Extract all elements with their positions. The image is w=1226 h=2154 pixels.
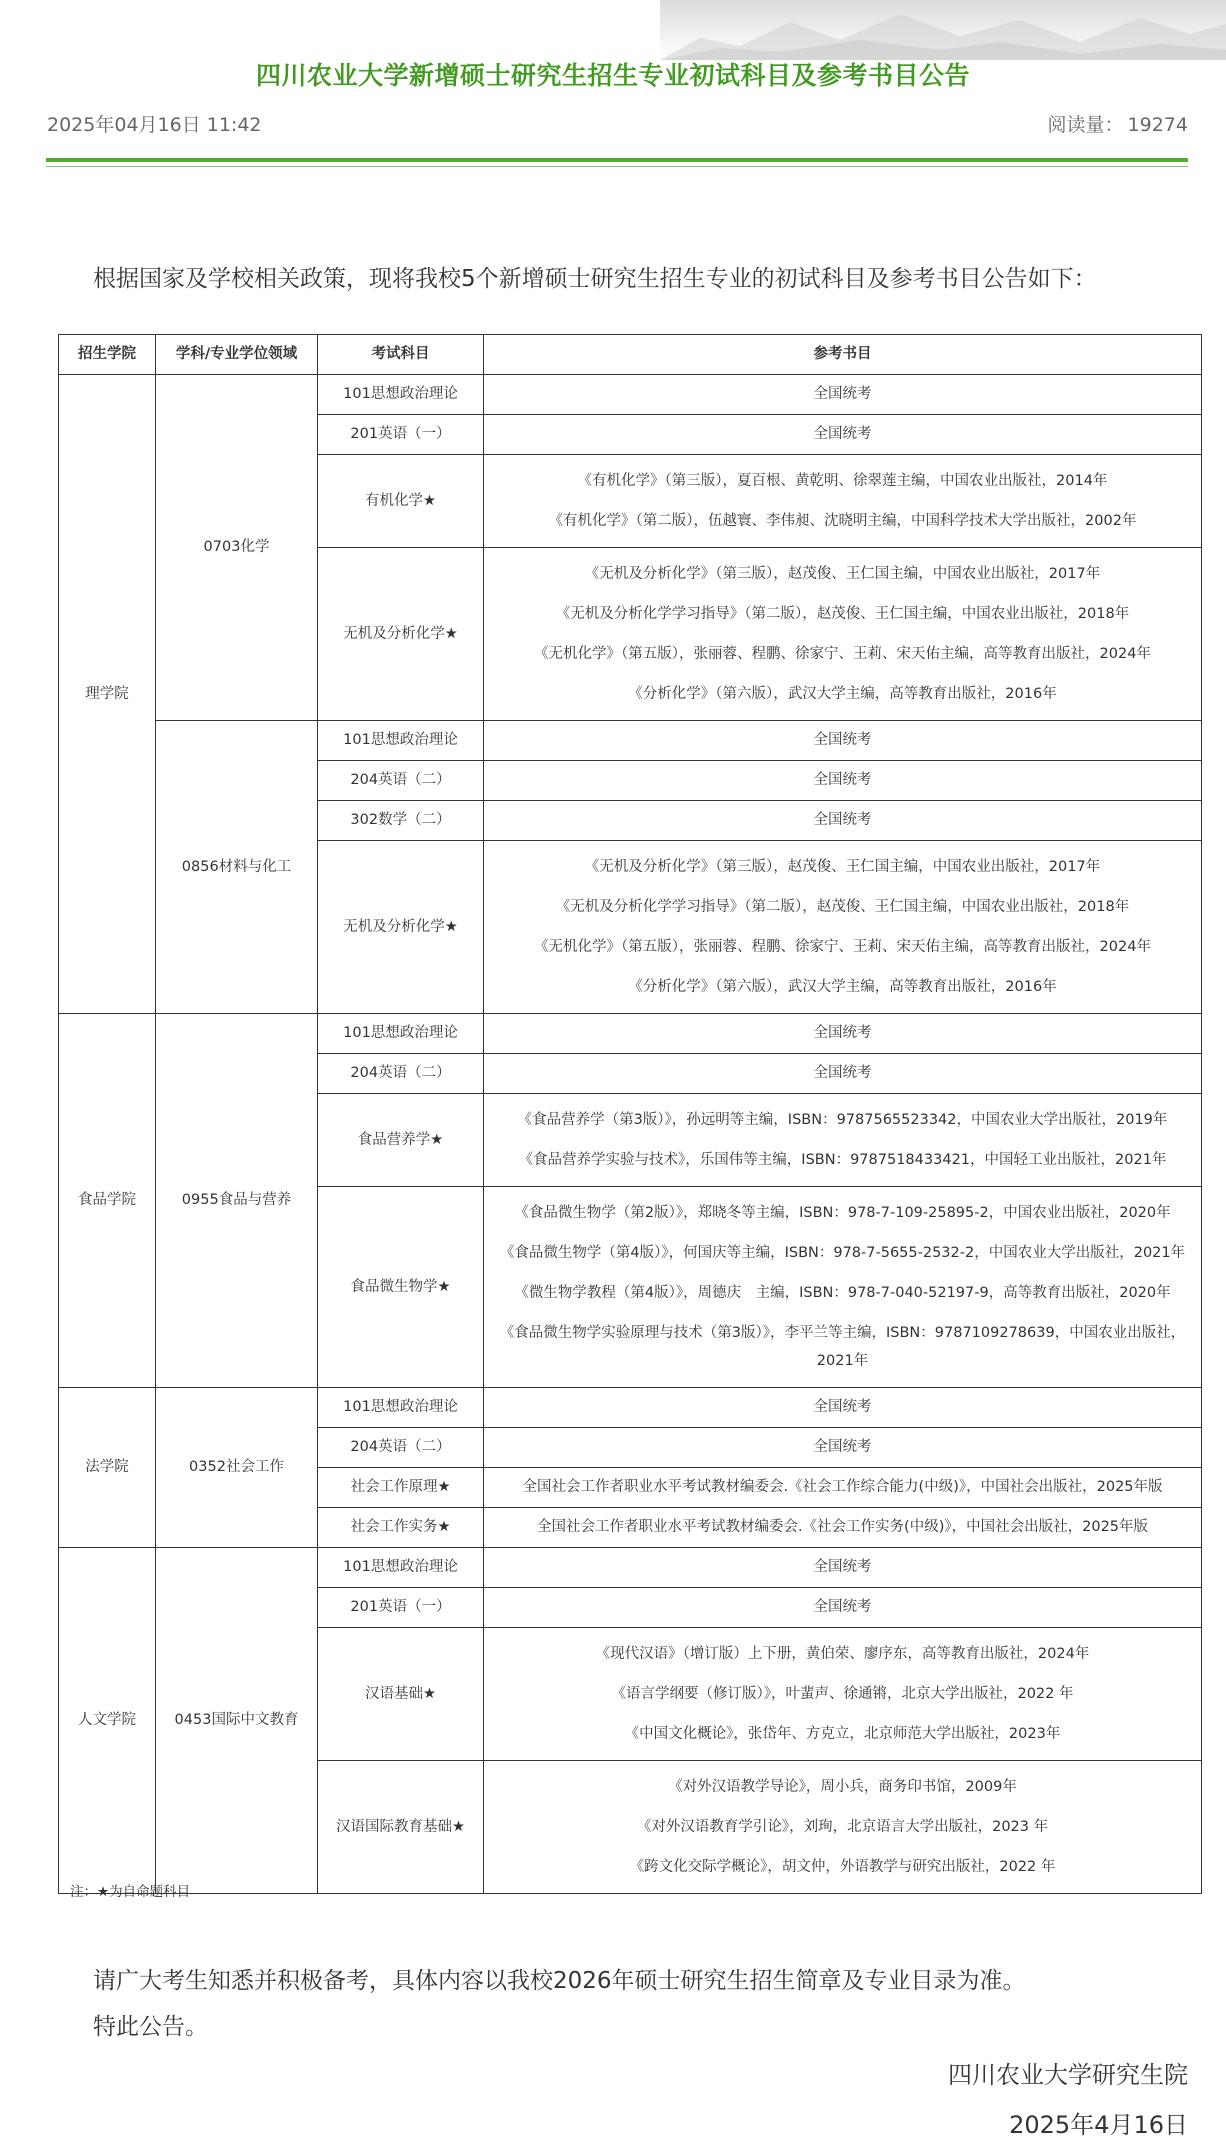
subject-cell: 101思想政治理论: [318, 375, 484, 415]
books-cell: [484, 415, 1202, 455]
reference-book: 《无机及分析化学学习指导》（第二版），赵茂俊、王仁国主编，中国农业出版社，2018年: [555, 606, 1130, 622]
books-cell: [484, 548, 1202, 721]
books-cell: [484, 1628, 1202, 1761]
signature-organization: 四川农业大学研究生院: [948, 2061, 1188, 2089]
table-row: [59, 1548, 1202, 1588]
header-divider: [46, 158, 1188, 162]
mountain-landscape-icon: [660, 0, 1226, 60]
header-banner-decoration: [660, 0, 1226, 60]
reference-book: 全国统考: [813, 1439, 872, 1456]
reference-book: 全国统考: [813, 732, 872, 749]
reference-book: 《无机及分析化学》（第三版），赵茂俊、王仁国主编，中国农业出版社，2017年: [584, 859, 1101, 875]
publish-date: 2025年04月16日 11:42: [47, 114, 262, 136]
subject-cell: 社会工作实务★: [318, 1508, 484, 1548]
table-row: [59, 1014, 1202, 1054]
books-cell: [484, 841, 1202, 1014]
college-cell: 食品学院: [59, 1014, 156, 1388]
books-cell: [484, 1094, 1202, 1187]
books-cell: [484, 1187, 1202, 1388]
subject-cell: 有机化学★: [318, 455, 484, 548]
books-cell: [484, 761, 1202, 801]
books-cell: [484, 455, 1202, 548]
subject-cell: 201英语（一）: [318, 1588, 484, 1628]
major-cell: 0352社会工作: [156, 1388, 318, 1548]
reference-book: 《无机及分析化学学习指导》（第二版），赵茂俊、王仁国主编，中国农业出版社，2018年: [555, 899, 1130, 915]
subject-cell: 302数学（二）: [318, 801, 484, 841]
reference-book: 全国统考: [813, 1025, 872, 1042]
reference-book: 全国统考: [813, 1065, 872, 1082]
books-cell: [484, 1014, 1202, 1054]
reference-book: 全国统考: [813, 772, 872, 789]
table-row: [59, 375, 1202, 415]
intro-paragraph: 根据国家及学校相关政策，现将我校5个新增硕士研究生招生专业的初试科目及参考书目公告如下：: [93, 266, 1097, 292]
footnote: 注：★为自命题科目: [70, 1884, 191, 1900]
header-subject: 考试科目: [318, 335, 484, 375]
subject-cell: 食品营养学★: [318, 1094, 484, 1187]
books-cell: [484, 801, 1202, 841]
header-college: 招生学院: [59, 335, 156, 375]
reference-book: 《对外汉语教育学引论》，刘珣，北京语言大学出版社，2023 年: [636, 1819, 1049, 1835]
reference-book: 《分析化学》（第六版），武汉大学主编，高等教育出版社，2016年: [628, 979, 1057, 995]
books-cell: [484, 721, 1202, 761]
closing-statement: 特此公告。: [93, 2014, 208, 2040]
closing-paragraph: 请广大考生知悉并积极备考，具体内容以我校2026年硕士研究生招生简章及专业目录为准。: [93, 1968, 1026, 1994]
header-major: 学科/专业学位领域: [156, 335, 318, 375]
subject-cell: 101思想政治理论: [318, 1548, 484, 1588]
reference-book: 全国社会工作者职业水平考试教材编委会.《社会工作综合能力(中级)》，中国社会出版社，2025年版: [522, 1479, 1163, 1496]
subject-cell: 汉语基础★: [318, 1628, 484, 1761]
major-cell: 0703化学: [156, 375, 318, 721]
books-cell: [484, 1388, 1202, 1428]
major-cell: 0453国际中文教育: [156, 1548, 318, 1894]
reference-book: 《无机化学》（第五版），张丽蓉、程鹏、徐家宁、王莉、宋天佑主编，高等教育出版社，2024年: [534, 646, 1151, 662]
books-cell: [484, 1588, 1202, 1628]
college-cell: 人文学院: [59, 1548, 156, 1894]
subject-cell: 无机及分析化学★: [318, 841, 484, 1014]
subject-cell: 101思想政治理论: [318, 1388, 484, 1428]
reference-book: 《有机化学》（第二版），伍越寰、李伟昶、沈晓明主编，中国科学技术大学出版社，2002年: [548, 513, 1137, 529]
books-cell: [484, 1548, 1202, 1588]
college-cell: 法学院: [59, 1388, 156, 1548]
table-row: [59, 1388, 1202, 1428]
subject-cell: 201英语（一）: [318, 415, 484, 455]
reference-book: 《分析化学》（第六版），武汉大学主编，高等教育出版社，2016年: [628, 686, 1057, 702]
books-cell: [484, 1428, 1202, 1468]
read-count-label: 阅读量：: [1047, 114, 1124, 136]
reference-book: 《跨文化交际学概论》，胡文仲，外语教学与研究出版社，2022 年: [629, 1859, 1056, 1875]
reference-book: 《对外汉语教学导论》，周小兵，商务印书馆，2009年: [668, 1779, 1017, 1795]
subject-cell: 204英语（二）: [318, 761, 484, 801]
table-row: [59, 721, 1202, 761]
reference-book: 《现代汉语》（增订版）上下册，黄伯荣、廖序东，高等教育出版社，2024年: [595, 1646, 1090, 1662]
subject-cell: 204英语（二）: [318, 1054, 484, 1094]
reference-book: 《中国文化概论》，张岱年、方克立，北京师范大学出版社，2023年: [624, 1726, 1061, 1742]
reference-book: 全国统考: [813, 812, 872, 829]
reference-book: 《食品微生物学（第2版）》，郑晓冬等主编，ISBN：978-7-109-25895-2，中国农业出版社，2020年: [514, 1205, 1171, 1221]
reference-book: 全国统考: [813, 386, 872, 403]
books-cell: [484, 1508, 1202, 1548]
reference-book: 全国社会工作者职业水平考试教材编委会.《社会工作实务(中级)》，中国社会出版社，2025年版: [536, 1519, 1149, 1536]
college-cell: 理学院: [59, 375, 156, 1014]
reference-book: 《语言学纲要（修订版）》，叶蜚声、徐通锵，北京大学出版社，2022 年: [611, 1686, 1074, 1702]
exam-subjects-table: [58, 334, 1202, 1894]
header-books: 参考书目: [484, 335, 1202, 375]
reference-book: 《有机化学》（第三版），夏百根、黄乾明、徐翠莲主编，中国农业出版社，2014年: [577, 473, 1108, 489]
header-divider-thin: [46, 166, 1188, 167]
reference-book: 《食品微生物学实验原理与技术（第3版）》，李平兰等主编，ISBN：9787109278639，中国农业出版社，2021年: [499, 1325, 1186, 1369]
read-count: [1044, 110, 1188, 137]
table-header-row: [59, 335, 1202, 375]
reference-book: 《无机及分析化学》（第三版），赵茂俊、王仁国主编，中国农业出版社，2017年: [584, 566, 1101, 582]
subject-cell: 汉语国际教育基础★: [318, 1761, 484, 1894]
reference-book: 《微生物学教程（第4版）》，周德庆 主编，ISBN：978-7-040-52197-9，高等教育出版社，2020年: [514, 1285, 1171, 1301]
books-cell: [484, 1468, 1202, 1508]
reference-book: 《食品营养学（第3版）》，孙远明等主编，ISBN：9787565523342，中国农业大学出版社，2019年: [517, 1112, 1168, 1128]
reference-book: 《食品营养学实验与技术》，乐国伟等主编，ISBN：9787518433421，中国轻工业出版社，2021年: [518, 1152, 1167, 1168]
subject-cell: 食品微生物学★: [318, 1187, 484, 1388]
books-cell: [484, 1054, 1202, 1094]
reference-book: 全国统考: [813, 1559, 872, 1576]
major-cell: 0856材料与化工: [156, 721, 318, 1014]
subject-cell: 101思想政治理论: [318, 721, 484, 761]
subject-cell: 204英语（二）: [318, 1428, 484, 1468]
subject-cell: 社会工作原理★: [318, 1468, 484, 1508]
reference-book: 全国统考: [813, 1399, 872, 1416]
books-cell: [484, 375, 1202, 415]
reference-book: 《食品微生物学（第4版）》，何国庆等主编，ISBN：978-7-5655-2532-2，中国农业大学出版社，2021年: [499, 1245, 1186, 1261]
reference-book: 《无机化学》（第五版），张丽蓉、程鹏、徐家宁、王莉、宋天佑主编，高等教育出版社，2024年: [534, 939, 1151, 955]
reference-book: 全国统考: [813, 426, 872, 443]
major-cell: 0955食品与营养: [156, 1014, 318, 1388]
page-title: 四川农业大学新增硕士研究生招生专业初试科目及参考书目公告: [255, 61, 970, 90]
subject-cell: 101思想政治理论: [318, 1014, 484, 1054]
reference-book: 全国统考: [813, 1599, 872, 1616]
read-count-value: 19274: [1127, 114, 1188, 136]
signature-date: 2025年4月16日: [1009, 2111, 1188, 2139]
books-cell: [484, 1761, 1202, 1894]
table-body: [59, 375, 1202, 1894]
subject-cell: 无机及分析化学★: [318, 548, 484, 721]
